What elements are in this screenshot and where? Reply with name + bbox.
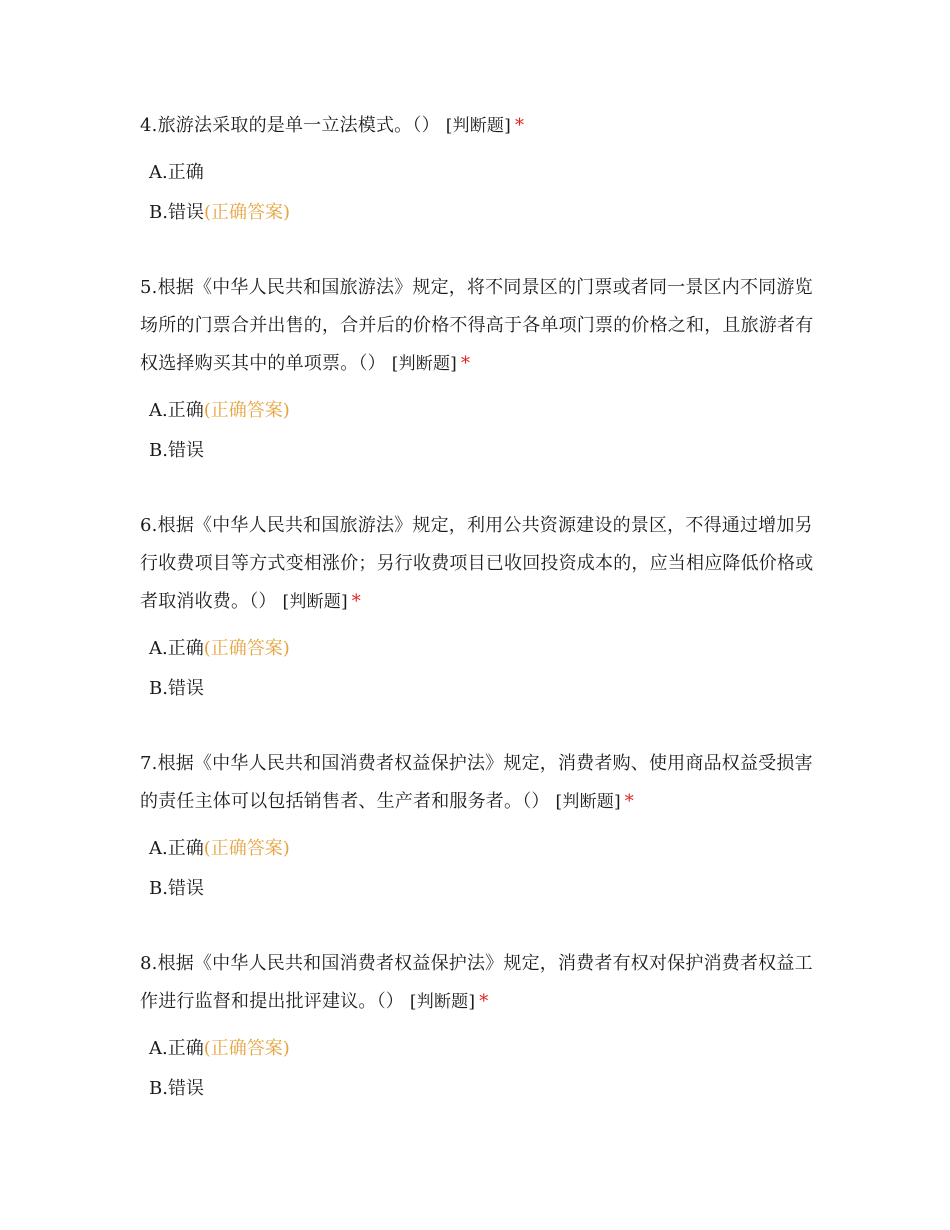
- option-label: B.错误: [149, 678, 204, 699]
- option-label: A.正确: [149, 400, 204, 421]
- option-label: B.错误: [149, 878, 204, 899]
- option-a: [140, 1029, 820, 1069]
- question-4: [140, 107, 820, 233]
- correct-answer-tag: (正确答案): [203, 202, 290, 223]
- correct-answer-tag: (正确答案): [203, 638, 290, 659]
- question-6: [140, 507, 820, 709]
- correct-answer-tag: (正确答案): [203, 400, 290, 421]
- option-label: A.正确: [149, 1038, 204, 1059]
- option-a: [140, 153, 820, 193]
- option-a: [140, 391, 820, 431]
- required-marker: *: [624, 791, 634, 812]
- question-5: [140, 269, 820, 471]
- option-label: A.正确: [149, 838, 204, 859]
- question-text: 5.根据《中华人民共和国旅游法》规定，将不同景区的门票或者同一景区内不同游览场所的门票合并出售的，合并后的价格不得高于各单项门票的价格之和，且旅游者有权选择购买其中的单项票。（）: [140, 277, 814, 374]
- option-label: B.错误: [149, 1078, 204, 1099]
- option-b: [140, 193, 820, 233]
- question-stem: [140, 745, 820, 821]
- question-type: [判断题]: [445, 116, 511, 136]
- option-a: [140, 829, 820, 869]
- question-text: 7.根据《中华人民共和国消费者权益保护法》规定，消费者购、使用商品权益受损害的责任主体可以包括销售者、生产者和服务者。（）: [140, 753, 813, 812]
- option-label: A.正确: [149, 638, 204, 659]
- question-stem: [140, 945, 820, 1021]
- question-type: [判断题]: [409, 992, 476, 1012]
- question-stem: [140, 107, 820, 145]
- question-8: [140, 945, 820, 1109]
- correct-answer-tag: (正确答案): [203, 838, 290, 859]
- question-type: [判断题]: [282, 592, 348, 612]
- option-b: [140, 431, 820, 471]
- required-marker: *: [351, 591, 361, 612]
- question-stem: [140, 269, 820, 383]
- option-label: B.错误: [149, 440, 204, 461]
- question-type: [判断题]: [391, 354, 457, 374]
- question-text: 6.根据《中华人民共和国旅游法》规定，利用公共资源建设的景区，不得通过增加另行收费项目等方式变相涨价；另行收费项目已收回投资成本的，应当相应降低价格或者取消收费。（）: [140, 515, 814, 612]
- required-marker: *: [514, 115, 525, 136]
- option-b: [140, 869, 820, 909]
- option-b: [140, 1069, 820, 1109]
- question-stem: [140, 507, 820, 621]
- question-text: 8.根据《中华人民共和国消费者权益保护法》规定，消费者有权对保护消费者权益工作进行监督和提出批评建议。（）: [140, 953, 813, 1012]
- question-7: [140, 745, 820, 909]
- question-text: 4.旅游法采取的是单一立法模式。（）: [140, 115, 440, 136]
- option-a: [140, 629, 820, 669]
- correct-answer-tag: (正确答案): [203, 1038, 290, 1059]
- option-label: B.错误: [149, 202, 204, 223]
- question-type: [判断题]: [555, 792, 621, 812]
- option-b: [140, 669, 820, 709]
- option-label: A.正确: [149, 162, 204, 183]
- required-marker: *: [479, 991, 489, 1012]
- required-marker: *: [461, 353, 471, 374]
